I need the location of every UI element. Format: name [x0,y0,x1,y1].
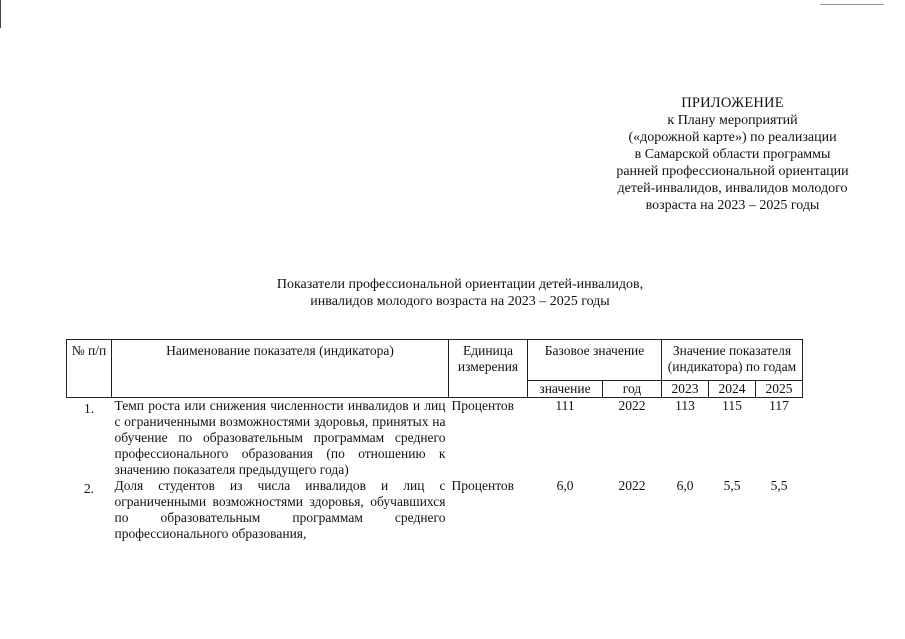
header-num: № п/п [67,340,112,398]
row-value-2023: 113 [675,398,695,413]
row-unit: Процентов [451,478,515,493]
row-base-value: 6,0 [556,478,574,493]
scan-edge-line [0,0,1,28]
header-name: Наименование показателя (индикатора) [112,340,449,398]
indicators-table [66,339,803,542]
appendix-heading: ПРИЛОЖЕНИЕ [681,95,784,111]
appendix-line: ранней профессиональной ориентации [616,164,849,179]
appendix-line: к Плану мероприятий [667,113,798,128]
header-unit: Единица измерения [449,340,528,398]
header-base: Базовое значение [528,340,662,381]
row-value-2025: 117 [769,398,789,413]
row-num: 1. [83,401,95,416]
scan-edge-line [820,4,884,5]
header-year-2024: 2024 [709,381,756,398]
header-target: Значение показателя (индикатора) по годам [662,340,803,381]
appendix-line: возраста на 2023 – 2025 годы [645,198,820,213]
appendix-line: в Самарской области программы [634,147,831,162]
header-base-year: год [603,381,662,398]
header-base-value: значение [528,381,603,398]
row-value-2025: 5,5 [770,478,788,493]
appendix-line: детей-инвалидов, инвалидов молодого [617,181,848,196]
header-year-2025: 2025 [756,381,803,398]
row-name: Доля студентов из числа инвалидов и лиц с ограниченными возможностями здоровья, обучавшихся по образовательным программам среднего профессионального образования, [114,478,446,541]
document-title [180,276,740,310]
row-value-2023: 6,0 [676,478,694,493]
row-base-value: 111 [555,398,575,413]
title-line: Показатели профессиональной ориентации детей-инвалидов, [276,277,644,292]
table-row [67,478,803,542]
row-num: 2. [83,481,95,496]
row-base-year: 2022 [618,478,646,493]
row-unit: Процентов [451,398,515,413]
row-base-year: 2022 [618,398,646,413]
header-year-2023: 2023 [662,381,709,398]
appendix-block [600,95,865,214]
appendix-line: («дорожной карте») по реализации [628,130,837,145]
row-name: Темп роста или снижения численности инвалидов и лиц с ограниченными возможностями здоровья, принятых на обучение по образовательным программам среднего профессионального образования (по отношению к значению показателя предыдущего года) [114,398,446,477]
table-row [67,398,803,479]
row-value-2024: 5,5 [723,478,741,493]
row-value-2024: 115 [722,398,742,413]
title-line: инвалидов молодого возраста на 2023 – 2025 годы [310,294,610,309]
